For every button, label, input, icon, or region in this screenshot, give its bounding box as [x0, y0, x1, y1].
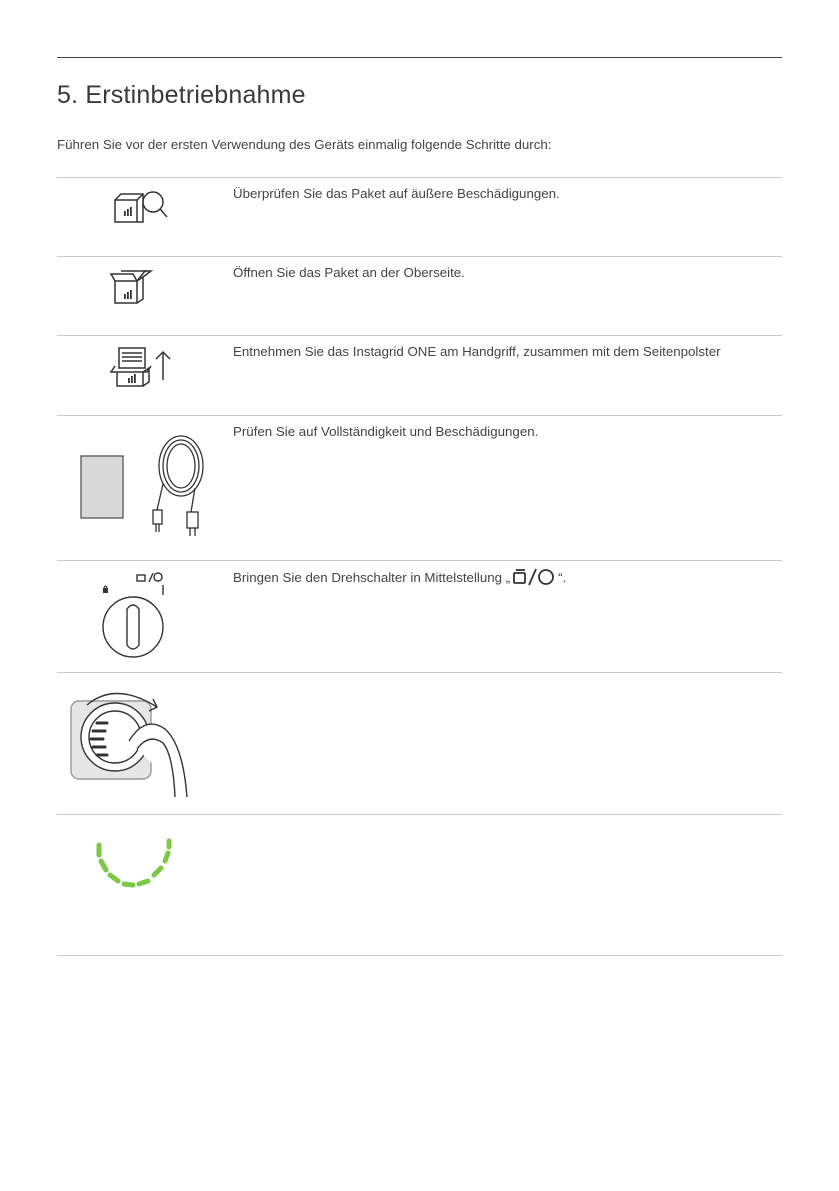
step-row-2: [57, 256, 782, 336]
top-rule: [57, 57, 782, 58]
unpack-arrow-icon: [57, 336, 227, 416]
step-text-5: [233, 568, 733, 586]
step-text-4: Prüfen Sie auf Vollständigkeit und Beschädigungen.: [233, 424, 539, 439]
step-text-5-start: Bringen Sie den Drehschalter in Mittelstellung „: [233, 570, 511, 585]
manual-and-cable-icon: [57, 416, 227, 561]
green-led-ring-icon: [57, 815, 227, 956]
step-row-7: [57, 814, 782, 956]
step-row-4: [57, 415, 782, 561]
bottom-rule: [57, 955, 782, 956]
step-row-1: [57, 177, 782, 257]
open-box-icon: [57, 257, 227, 336]
step-row-6: [57, 672, 782, 815]
step-row-3: [57, 335, 782, 416]
step-row-5: [57, 560, 782, 673]
step-text-1: Überprüfen Sie das Paket auf äußere Beschädigungen.: [233, 186, 560, 201]
step-text-2: Öffnen Sie das Paket an der Oberseite.: [233, 265, 465, 280]
plug-insert-rotate-icon: [57, 673, 227, 815]
neutral-position-symbol-icon: [512, 568, 556, 586]
step-text-3: Entnehmen Sie das Instagrid ONE am Handgriff, zusammen mit dem Seitenpolster: [233, 344, 721, 359]
box-magnifier-icon: [57, 178, 227, 257]
intro-text: Führen Sie vor der ersten Verwendung des Geräts einmalig folgende Schritte durch:: [57, 137, 552, 152]
page-title: 5. Erstinbetriebnahme: [57, 80, 306, 109]
rotary-switch-icon: [57, 561, 227, 673]
step-text-5-end: “.: [558, 570, 567, 585]
